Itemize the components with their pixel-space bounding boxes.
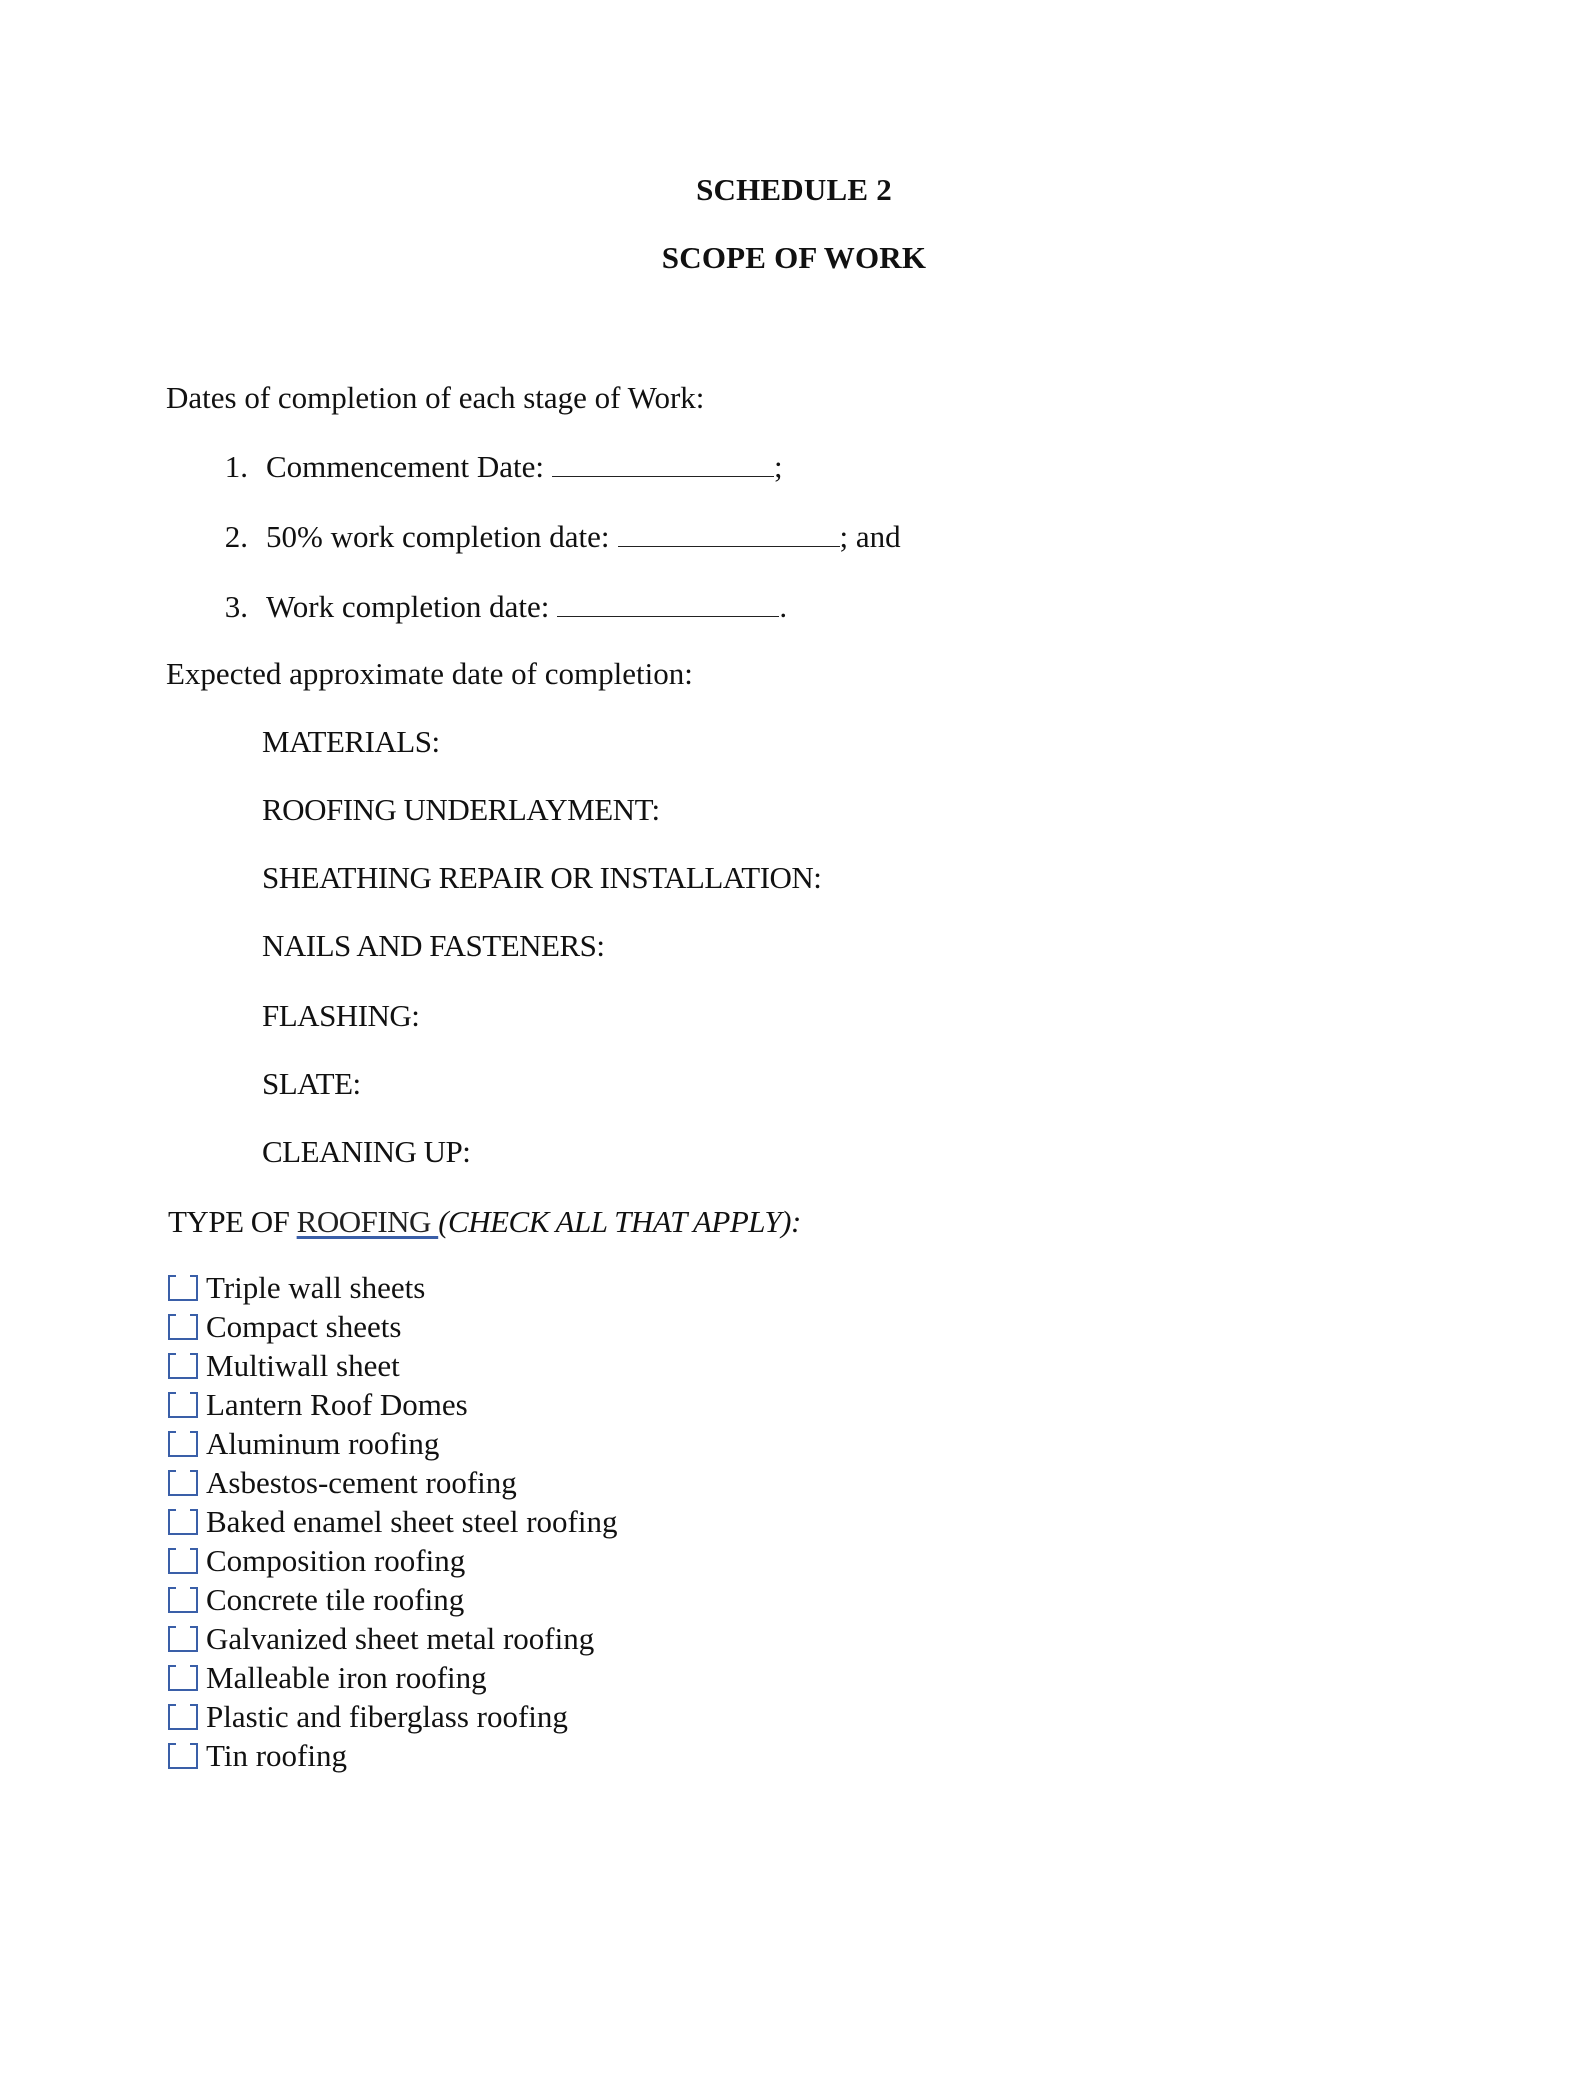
checkbox[interactable] (168, 1743, 198, 1769)
roofing-option-lantern-domes (168, 1385, 617, 1424)
option-label: Asbestos-cement roofing (206, 1464, 517, 1500)
stage-commencement (200, 448, 783, 485)
option-label: Multiwall sheet (206, 1347, 400, 1383)
materials-label: MATERIALS: (262, 724, 440, 759)
checkbox[interactable] (168, 1314, 198, 1340)
checkbox[interactable] (168, 1704, 198, 1730)
option-label: Lantern Roof Domes (206, 1386, 468, 1422)
option-label: Baked enamel sheet steel roofing (206, 1503, 618, 1539)
roofing-option-tin (168, 1736, 617, 1775)
scope-of-work-title: SCOPE OF WORK (661, 240, 927, 275)
stage-number: 1. (224, 449, 248, 484)
date-blank-field[interactable] (618, 518, 840, 547)
date-blank-field[interactable] (552, 448, 774, 477)
checkbox[interactable] (168, 1431, 198, 1457)
stage-suffix: . (779, 589, 788, 624)
type-of-roofing-heading (168, 1204, 801, 1240)
expected-completion-label: Expected approximate date of completion: (166, 656, 693, 691)
dates-intro: Dates of completion of each stage of Work: (166, 380, 705, 415)
stage-suffix: ; (774, 449, 783, 484)
stage-number: 3. (224, 589, 248, 624)
checkbox[interactable] (168, 1548, 198, 1574)
schedule-title: SCHEDULE 2 (696, 172, 892, 207)
roofing-option-galvanized (168, 1619, 617, 1658)
slate-label: SLATE: (262, 1066, 361, 1101)
option-label: Triple wall sheets (206, 1269, 426, 1305)
roofing-option-plastic-fiberglass (168, 1697, 617, 1736)
roofing-option-asbestos-cement (168, 1463, 617, 1502)
stage-number: 2. (224, 519, 248, 554)
stage-suffix: ; and (839, 519, 901, 554)
roofing-option-concrete-tile (168, 1580, 617, 1619)
roofing-option-aluminum (168, 1424, 617, 1463)
checkbox[interactable] (168, 1275, 198, 1301)
checkbox[interactable] (168, 1509, 198, 1535)
checkbox[interactable] (168, 1353, 198, 1379)
option-label: Galvanized sheet metal roofing (206, 1620, 595, 1656)
roofing-option-baked-enamel (168, 1502, 617, 1541)
option-label: Composition roofing (206, 1542, 466, 1578)
option-label: Malleable iron roofing (206, 1659, 487, 1695)
roofing-link[interactable]: ROOFING (296, 1204, 439, 1239)
roofing-option-triple-wall (168, 1268, 617, 1307)
checkbox[interactable] (168, 1392, 198, 1418)
checkbox[interactable] (168, 1665, 198, 1691)
roofing-options-list (168, 1268, 617, 1775)
option-label: Aluminum roofing (206, 1425, 440, 1461)
checkbox[interactable] (168, 1626, 198, 1652)
roofing-option-multiwall (168, 1346, 617, 1385)
stage-fifty-percent (200, 518, 901, 555)
cleaning-up-label: CLEANING UP: (262, 1134, 471, 1169)
roofing-underlayment-label: ROOFING UNDERLAYMENT: (262, 792, 660, 827)
checkbox[interactable] (168, 1587, 198, 1613)
option-label: Plastic and fiberglass roofing (206, 1698, 568, 1734)
checkbox[interactable] (168, 1470, 198, 1496)
stage-label: 50% work completion date: (266, 519, 610, 554)
stage-label: Work completion date: (266, 589, 550, 624)
option-label: Compact sheets (206, 1308, 402, 1344)
type-prefix: TYPE OF (168, 1204, 297, 1239)
roofing-option-compact (168, 1307, 617, 1346)
date-blank-field[interactable] (557, 588, 779, 617)
option-label: Tin roofing (206, 1737, 347, 1773)
nails-fasteners-label: NAILS AND FASTENERS: (262, 928, 605, 963)
flashing-label: FLASHING: (262, 998, 420, 1033)
check-instruction: (CHECK ALL THAT APPLY): (438, 1204, 801, 1239)
stage-work-completion (200, 588, 787, 625)
sheathing-label: SHEATHING REPAIR OR INSTALLATION: (262, 860, 822, 895)
option-label: Concrete tile roofing (206, 1581, 465, 1617)
stage-label: Commencement Date: (266, 449, 545, 484)
roofing-option-composition (168, 1541, 617, 1580)
roofing-option-malleable-iron (168, 1658, 617, 1697)
